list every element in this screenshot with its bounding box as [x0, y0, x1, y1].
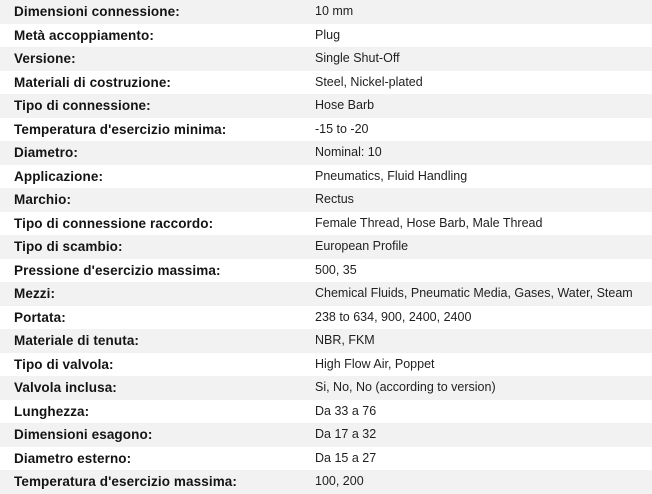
spec-value: Steel, Nickel-plated	[302, 71, 652, 95]
spec-label: Metà accoppiamento:	[0, 24, 302, 48]
spec-label: Versione:	[0, 47, 302, 71]
spec-value: Da 33 a 76	[302, 400, 652, 424]
spec-label: Tipo di connessione raccordo:	[0, 212, 302, 236]
spec-label: Tipo di connessione:	[0, 94, 302, 118]
spec-value: Chemical Fluids, Pneumatic Media, Gases, Water, Steam	[302, 282, 652, 306]
spec-label: Materiali di costruzione:	[0, 71, 302, 95]
spec-value: NBR, FKM	[302, 329, 652, 353]
table-row	[0, 24, 652, 48]
spec-value: Plug	[302, 24, 652, 48]
table-row	[0, 47, 652, 71]
table-row	[0, 165, 652, 189]
spec-value: -15 to -20	[302, 118, 652, 142]
table-row	[0, 212, 652, 236]
table-row	[0, 235, 652, 259]
spec-value: Female Thread, Hose Barb, Male Thread	[302, 212, 652, 236]
spec-value: Da 17 a 32	[302, 423, 652, 447]
spec-value: Hose Barb	[302, 94, 652, 118]
table-row	[0, 329, 652, 353]
table-row	[0, 282, 652, 306]
spec-value: Single Shut-Off	[302, 47, 652, 71]
table-row	[0, 141, 652, 165]
spec-value: 10 mm	[302, 0, 652, 24]
table-row	[0, 306, 652, 330]
table-row	[0, 118, 652, 142]
spec-label: Lunghezza:	[0, 400, 302, 424]
spec-value: High Flow Air, Poppet	[302, 353, 652, 377]
spec-value: Pneumatics, Fluid Handling	[302, 165, 652, 189]
table-row	[0, 353, 652, 377]
spec-label: Materiale di tenuta:	[0, 329, 302, 353]
spec-label: Tipo di scambio:	[0, 235, 302, 259]
spec-value: 100, 200	[302, 470, 652, 494]
table-row	[0, 400, 652, 424]
table-row	[0, 376, 652, 400]
table-row	[0, 71, 652, 95]
spec-label: Pressione d'esercizio massima:	[0, 259, 302, 283]
spec-label: Mezzi:	[0, 282, 302, 306]
spec-label: Dimensioni esagono:	[0, 423, 302, 447]
table-row	[0, 470, 652, 494]
spec-label: Dimensioni connessione:	[0, 0, 302, 24]
table-row	[0, 188, 652, 212]
table-row	[0, 94, 652, 118]
spec-label: Applicazione:	[0, 165, 302, 189]
spec-value: Rectus	[302, 188, 652, 212]
spec-label: Diametro esterno:	[0, 447, 302, 471]
spec-value: Si, No, No (according to version)	[302, 376, 652, 400]
table-row	[0, 259, 652, 283]
spec-value: 500, 35	[302, 259, 652, 283]
spec-value: 238 to 634, 900, 2400, 2400	[302, 306, 652, 330]
spec-label: Valvola inclusa:	[0, 376, 302, 400]
spec-value: European Profile	[302, 235, 652, 259]
spec-label: Diametro:	[0, 141, 302, 165]
spec-value: Da 15 a 27	[302, 447, 652, 471]
spec-label: Tipo di valvola:	[0, 353, 302, 377]
spec-value: Nominal: 10	[302, 141, 652, 165]
table-row	[0, 0, 652, 24]
spec-label: Marchio:	[0, 188, 302, 212]
spec-label: Temperatura d'esercizio minima:	[0, 118, 302, 142]
spec-label: Portata:	[0, 306, 302, 330]
table-row	[0, 423, 652, 447]
table-row	[0, 447, 652, 471]
spec-label: Temperatura d'esercizio massima:	[0, 470, 302, 494]
